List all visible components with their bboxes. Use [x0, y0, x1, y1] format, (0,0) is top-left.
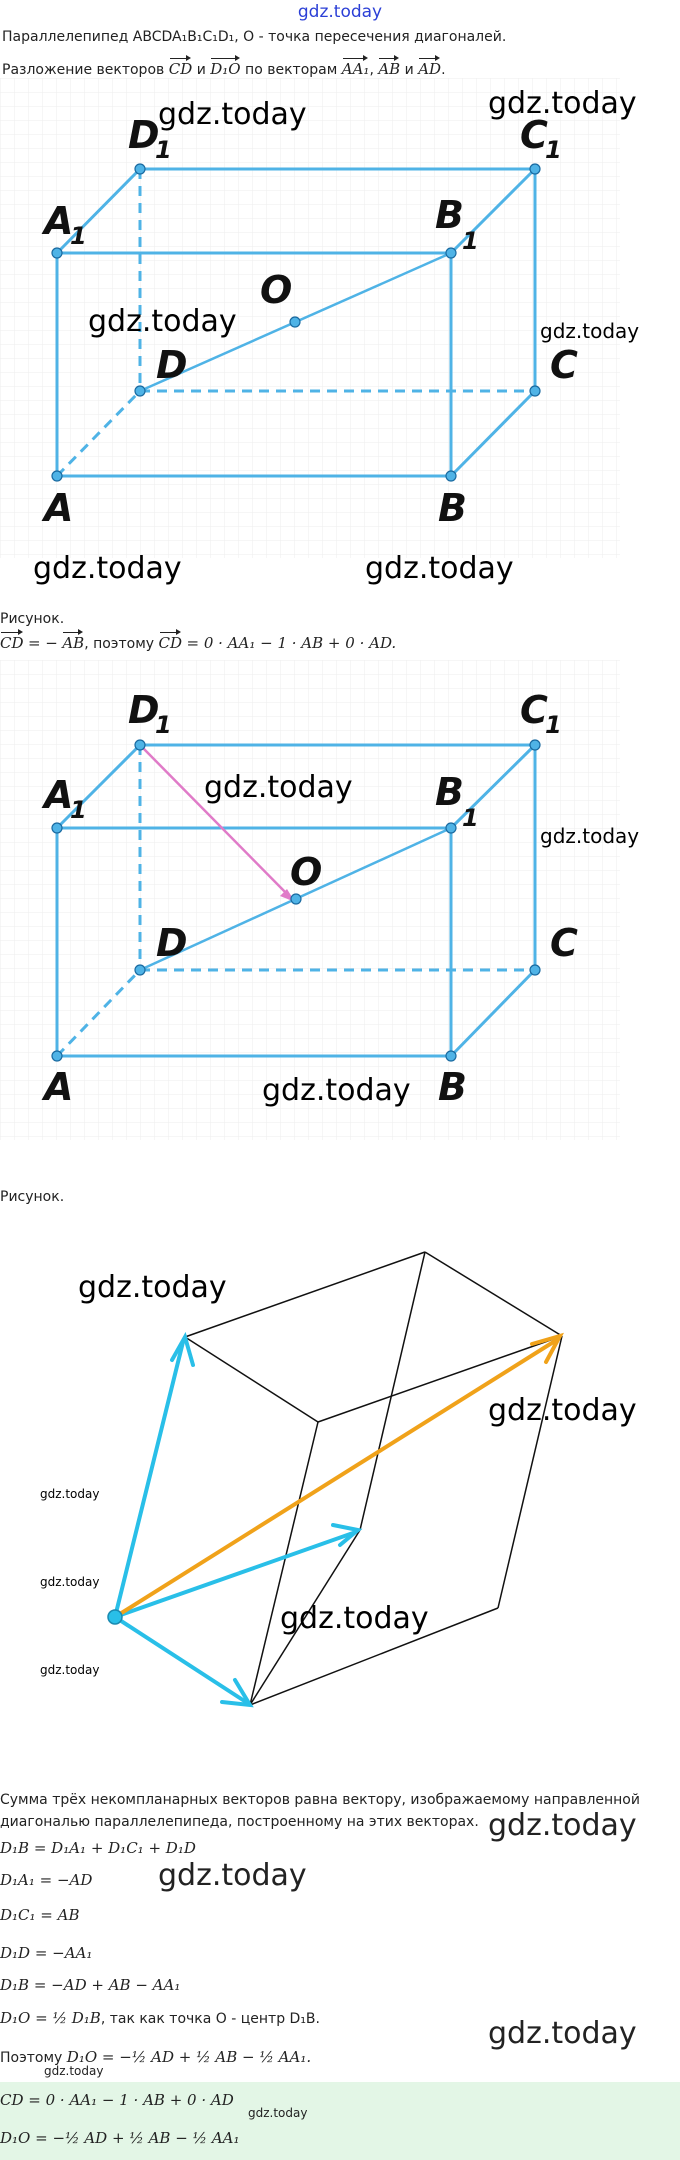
watermark: gdz.today	[365, 551, 514, 586]
label-c1: C	[520, 688, 548, 732]
vector-aa1: AA₁	[342, 54, 370, 79]
watermark: gdz.today	[40, 1663, 100, 1677]
watermark: gdz.today	[40, 1487, 100, 1501]
equation-row: D₁A₁ = −AD	[0, 1871, 93, 1889]
watermark: gdz.today	[40, 1575, 100, 1589]
and-word: и	[196, 62, 206, 78]
equation-cd	[0, 628, 396, 654]
problem-statement	[2, 27, 506, 47]
sum-rule-line1: Сумма трёх некомпланарных векторов равна вектору, изображаемому направленной	[0, 1792, 640, 1808]
label-d: D	[156, 343, 188, 387]
decomposition-task: Разложение векторов CD и D₁O по векторам AA₁, AB и AD.	[2, 54, 446, 80]
caption-figure-2: Рисунок.	[0, 1189, 65, 1205]
label-sub: 1	[155, 711, 172, 739]
label-sub: 1	[545, 136, 562, 164]
watermark: gdz.today	[248, 2106, 308, 2120]
label-c: C	[550, 343, 578, 387]
label-sub: 1	[70, 796, 87, 824]
equation-row: D₁B = D₁A₁ + D₁C₁ + D₁D	[0, 1839, 196, 1857]
answer-cd: CD = 0 · AA₁ − 1 · AB + 0 · AD	[0, 2091, 234, 2109]
label-a1: A	[44, 773, 74, 817]
formula-cd: = 0 · AA₁ − 1 · AB + 0 · AD.	[186, 634, 397, 652]
label-sub: 1	[155, 136, 172, 164]
label-sub: 1	[462, 804, 479, 832]
label-sub: 1	[462, 227, 479, 255]
label-d: D	[156, 921, 188, 965]
vector-ab: AB	[378, 54, 400, 79]
site-title[interactable]: gdz.today	[297, 2, 383, 22]
label-d1: D	[128, 688, 160, 732]
text-so: , поэтому	[84, 636, 155, 652]
and-word: и	[404, 62, 414, 78]
vector-cd: CD	[0, 628, 24, 653]
label-b1: B	[435, 770, 464, 814]
label-o: O	[290, 850, 323, 894]
watermark: gdz.today	[488, 86, 637, 121]
answer-d1o: D₁O = −½ AD + ½ AB − ½ AA₁	[0, 2129, 240, 2147]
watermark: gdz.today	[158, 1858, 307, 1893]
watermark: gdz.today	[158, 97, 307, 132]
therefore-word: Поэтому	[0, 2050, 63, 2066]
vector-d1o: D₁O	[210, 54, 240, 79]
watermark: gdz.today	[78, 1270, 227, 1305]
sum-rule-line2: диагональю параллелепипеда, построенному на этих векторах.	[0, 1814, 479, 1830]
watermark: gdz.today	[204, 770, 353, 805]
watermark: gdz.today	[488, 2016, 637, 2051]
task-prefix: Разложение векторов	[2, 62, 165, 78]
math-op: = −	[27, 634, 58, 652]
label-sub: 1	[545, 711, 562, 739]
label-b: B	[438, 1065, 467, 1109]
vector-cd: CD	[169, 54, 193, 79]
watermark: gdz.today	[488, 1808, 637, 1843]
watermark: gdz.today	[44, 2064, 104, 2078]
label-a1: A	[44, 199, 74, 243]
watermark: gdz.today	[540, 824, 640, 848]
vector-ad: AD	[418, 54, 441, 79]
label-sub: 1	[70, 222, 87, 250]
watermark: gdz.today	[262, 1073, 411, 1108]
equation-row: D₁C₁ = AB	[0, 1906, 80, 1924]
equation-center	[0, 2008, 320, 2029]
statement-text: Параллелепипед ABCDA₁B₁C₁D₁, O - точка пересечения диагоналей.	[2, 29, 507, 45]
label-d1: D	[128, 113, 160, 157]
figure-vector-sum	[0, 1240, 680, 1740]
label-c: C	[550, 921, 578, 965]
task-mid: по векторам	[245, 62, 338, 78]
watermark: gdz.today	[540, 319, 640, 343]
label-c1: C	[520, 113, 548, 157]
label-b: B	[438, 486, 467, 530]
watermark: gdz.today	[488, 1393, 637, 1428]
vector-cd: CD	[159, 628, 183, 653]
formula-d1o: D₁O = −½ AD + ½ AB − ½ AA₁.	[66, 2048, 312, 2066]
watermark: gdz.today	[33, 551, 182, 586]
label-a: A	[44, 1065, 74, 1109]
formula-d1o-half: D₁O = ½ D₁B	[0, 2009, 101, 2027]
figure-parallelepiped-1	[0, 78, 680, 608]
equation-row: D₁D = −AA₁	[0, 1944, 93, 1962]
label-a: A	[44, 486, 74, 530]
figure-parallelepiped-2	[0, 660, 680, 1150]
center-note: , так как точка O - центр D₁B.	[100, 2011, 320, 2027]
watermark: gdz.today	[280, 1601, 429, 1636]
label-b1: B	[435, 193, 464, 237]
vector-ab: AB	[62, 628, 84, 653]
equation-row: D₁B = −AD + AB − AA₁	[0, 1976, 181, 1994]
caption-figure-1: Рисунок.	[0, 611, 65, 627]
watermark: gdz.today	[88, 304, 237, 339]
label-o: O	[260, 268, 293, 312]
